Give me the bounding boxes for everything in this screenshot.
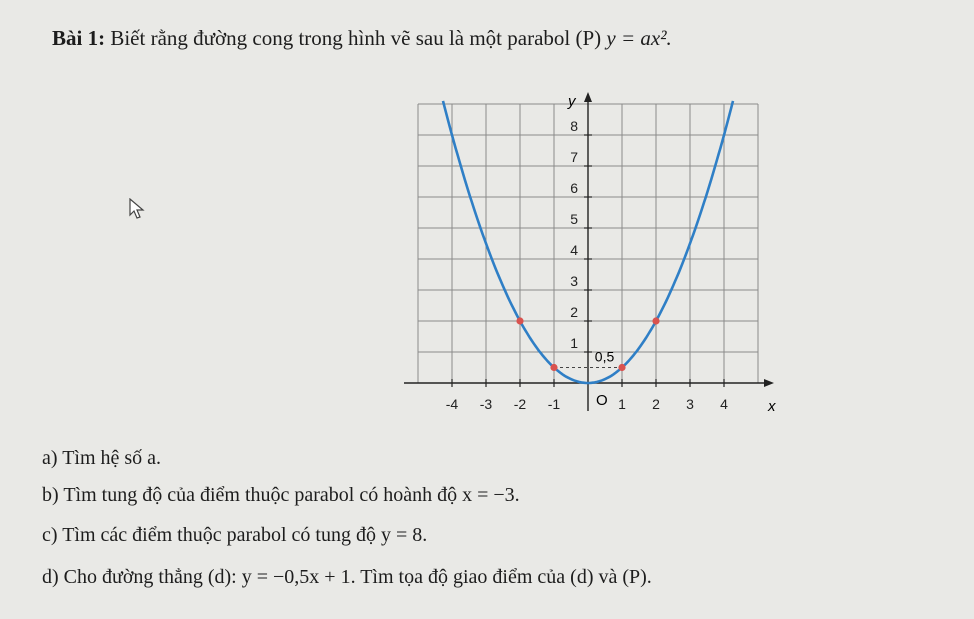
y-tick-label: 3 — [570, 273, 578, 289]
question-d — [42, 566, 652, 589]
x-axis-arrow-icon — [764, 379, 774, 387]
y-tick-label: 2 — [570, 304, 578, 320]
problem-title — [52, 26, 672, 51]
y-axis-label: y — [568, 93, 576, 110]
question-d-text: Cho đường thẳng (d): y = −0,5x + 1. Tìm tọa độ giao điểm của (d) và (P). — [63, 566, 652, 588]
x-tick-label: 2 — [652, 396, 660, 412]
question-a — [42, 447, 161, 470]
x-tick-label: -3 — [479, 396, 493, 412]
y-axis-arrow-icon — [584, 92, 592, 102]
y-tick-label: 5 — [570, 211, 578, 227]
question-d-label: d) — [42, 566, 59, 588]
question-b-text: Tìm tung độ của điểm thuộc parabol có hoành độ x = −3. — [63, 484, 520, 506]
question-c-text: Tìm các điểm thuộc parabol có tung độ y = 8. — [62, 524, 428, 546]
problem-text: Biết rằng đường cong trong hình vẽ sau là một parabol (P) — [110, 26, 602, 50]
y-tick-label: 8 — [570, 118, 578, 134]
marked-point — [652, 317, 659, 324]
y-tick-label: 1 — [570, 335, 578, 351]
x-tick-label: 4 — [720, 396, 728, 412]
question-a-label: a) — [42, 447, 58, 469]
marked-point — [618, 364, 625, 371]
y-tick-label: 7 — [570, 149, 578, 165]
marked-point — [516, 317, 523, 324]
question-b — [42, 484, 520, 507]
marked-point — [550, 364, 557, 371]
x-tick-label: 1 — [618, 396, 626, 412]
problem-formula: y = ax². — [606, 26, 672, 50]
origin-label: O — [596, 392, 608, 409]
y-tick-label: 4 — [570, 242, 578, 258]
x-tick-label: -4 — [445, 396, 459, 412]
question-c-label: c) — [42, 524, 58, 546]
point-annotation: 0,5 — [594, 348, 615, 365]
parabola-graph — [395, 68, 795, 423]
x-tick-label: -2 — [513, 396, 527, 412]
problem-label: Bài 1: — [52, 26, 106, 50]
x-tick-label: 3 — [686, 396, 694, 412]
question-a-text: Tìm hệ số a. — [62, 447, 162, 469]
x-axis-label: x — [768, 398, 776, 415]
y-tick-label: 6 — [570, 180, 578, 196]
mouse-cursor-icon — [128, 198, 146, 220]
question-c — [42, 524, 427, 547]
axes — [404, 92, 774, 411]
question-b-label: b) — [42, 484, 59, 506]
x-tick-label: -1 — [547, 396, 561, 412]
